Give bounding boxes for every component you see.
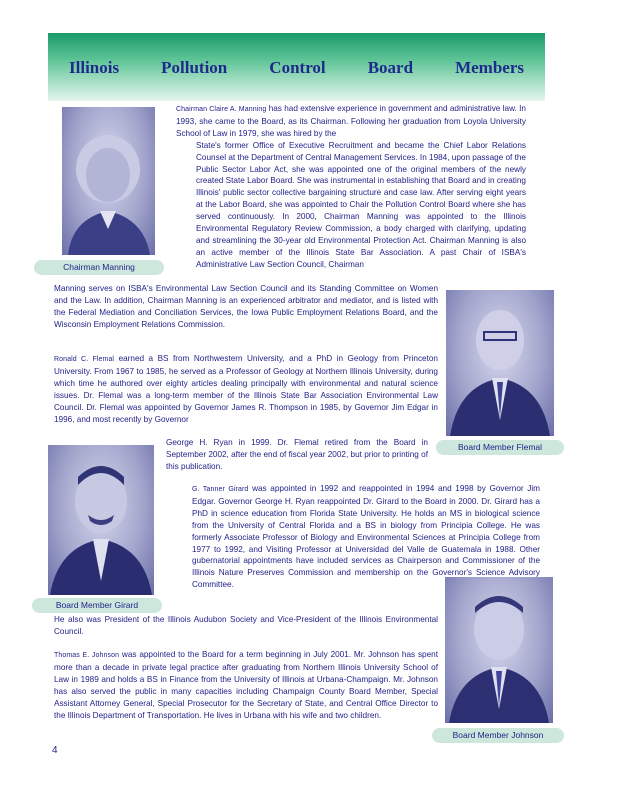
girard-bio-rest: He also was President of the Illinois Audubon Society and Vice-President of the Illinois Environmental Council. <box>54 615 438 636</box>
girard-bio-intro: was appointed in 1992 and reappointed in 1994 and 1998 by Governor Jim Edgar. Governor George H. Ryan reappointed Dr. Girard to the Board in 2000. Dr. Girard has a PhD in science education from Florida State University. He holds an MS in biological science from the University of Central Florida and a BS in biology from Principia College. He was formerly Associate Professor of Biology and Environmental Sciences at Principia College from 1977 to 1992, and Visiting Professor at Universidad del Valle de Guatemala in 1988. Other gubernatorial appointments have included services as Chairperson and Commissioner of the Illinois Nature Preserves Commission and membership on the Governor's Science Advisory Committee. <box>192 484 541 590</box>
manning-name: Chairman Claire A. Manning <box>176 106 267 113</box>
manning-bio-top <box>176 103 526 271</box>
title-word: Board <box>367 58 414 77</box>
flemal-photo <box>446 290 554 436</box>
manning-photo <box>62 107 155 255</box>
flemal-bio <box>54 353 438 425</box>
girard-photo <box>48 445 154 595</box>
johnson-bio-intro: was appointed to the Board for a term beginning in July 2001. Mr. Johnson has spent more than a decade in private legal practice after graduating from Northern Illinois University School of Law in 1989 and holds a BS in Finance from the University of Illinois at Urbana-Champaign. Mr. Johnson has also served the public in many capacities including Champaign County Board Member, Special Assistant Attorney General, Special Prosecutor for the Secretary of State, and Central Office Director to the Illinois Department of Transportation. He lives in Urbana with his wife and two children. <box>54 650 438 720</box>
portrait-johnson-icon <box>445 577 553 723</box>
portrait-flemal-icon <box>446 290 554 436</box>
flemal-name: Ronald C. Flemal <box>54 356 115 363</box>
manning-caption: Chairman Manning <box>34 260 164 275</box>
johnson-name: Thomas E. Johnson <box>54 652 120 659</box>
manning-bio-intro: has had extensive experience in government and administrative law. In 1993, she came to the Board, as its Chairman. Following her graduation from Loyola University School of Law in 1979, she was hired by the <box>176 104 526 138</box>
flemal-bio-intro: earned a BS from Northwestern University, and a PhD in Geology from Princeton University. From 1967 to 1985, he served as a Professor of Geology at Northern Illinois University, during which time he authored over eighty articles dealing principally with environmental and natural science issues. Dr. Flemal was a long-term member of the Illinois State Bar Association Environmental Law Council. Dr. Flemal was appointed by Governor James R. Thompson in 1985, by Governor Jim Edgar in 1996, and most recently by Governor <box>54 354 438 424</box>
page-title <box>48 55 545 81</box>
title-word: Control <box>269 58 326 77</box>
johnson-bio <box>54 649 438 721</box>
title-word: Illinois <box>69 58 120 77</box>
title-word: Members <box>455 58 524 77</box>
page-number: 4 <box>52 745 58 756</box>
manning-bio-indented: State's former Office of Executive Recruitment and became the Chief Labor Relations Counsel at the Department of Central Management Services. In 1984, upon passage of the Public Sector Labor Act, she was appointed one of the original members of the newly created State Labor Board. She was instrumental in establishing that Board and in creating Illinois' public sector collective bargaining structure and case law. After serving eight years at the Labor Board, she was appointed to Chair the Pollution Control Board where she has served continuously. In 2000, Chairman Manning was appointed to the Illinois Environmental Regulatory Review Commission, a body charged with clarifying, updating and streamlining the 30-year old Environmental Protection Act. Chairman Manning is also an active member of the Illinois State Bar Association. A past Chair of ISBA's Administrative Law Section Council, Chairman <box>196 140 526 269</box>
portrait-manning-icon <box>62 107 155 255</box>
portrait-girard-icon <box>48 445 154 595</box>
flemal-bio-indented: George H. Ryan in 1999. Dr. Flemal retired from the Board in September 2002, after the end of fiscal year 2002, but prior to printing of this publication. <box>166 438 428 471</box>
title-word: Pollution <box>161 58 228 77</box>
girard-bio <box>192 483 540 591</box>
girard-name: G. Tanner Girard <box>192 486 249 493</box>
flemal-caption: Board Member Flemal <box>436 440 564 455</box>
johnson-photo <box>445 577 553 723</box>
manning-bio-rest: Manning serves on ISBA's Environmental Law Section Council and its Standing Committee on Women and the Law. In addition, Chairman Manning is an experienced arbitrator and mediator, and is listed with the Federal Mediation and Conciliation Services, the Iowa Public Employment Relations Board, and the Wisconsin Employment Relations Commission. <box>54 284 438 329</box>
johnson-caption: Board Member Johnson <box>432 728 564 743</box>
girard-caption: Board Member Girard <box>32 598 162 613</box>
